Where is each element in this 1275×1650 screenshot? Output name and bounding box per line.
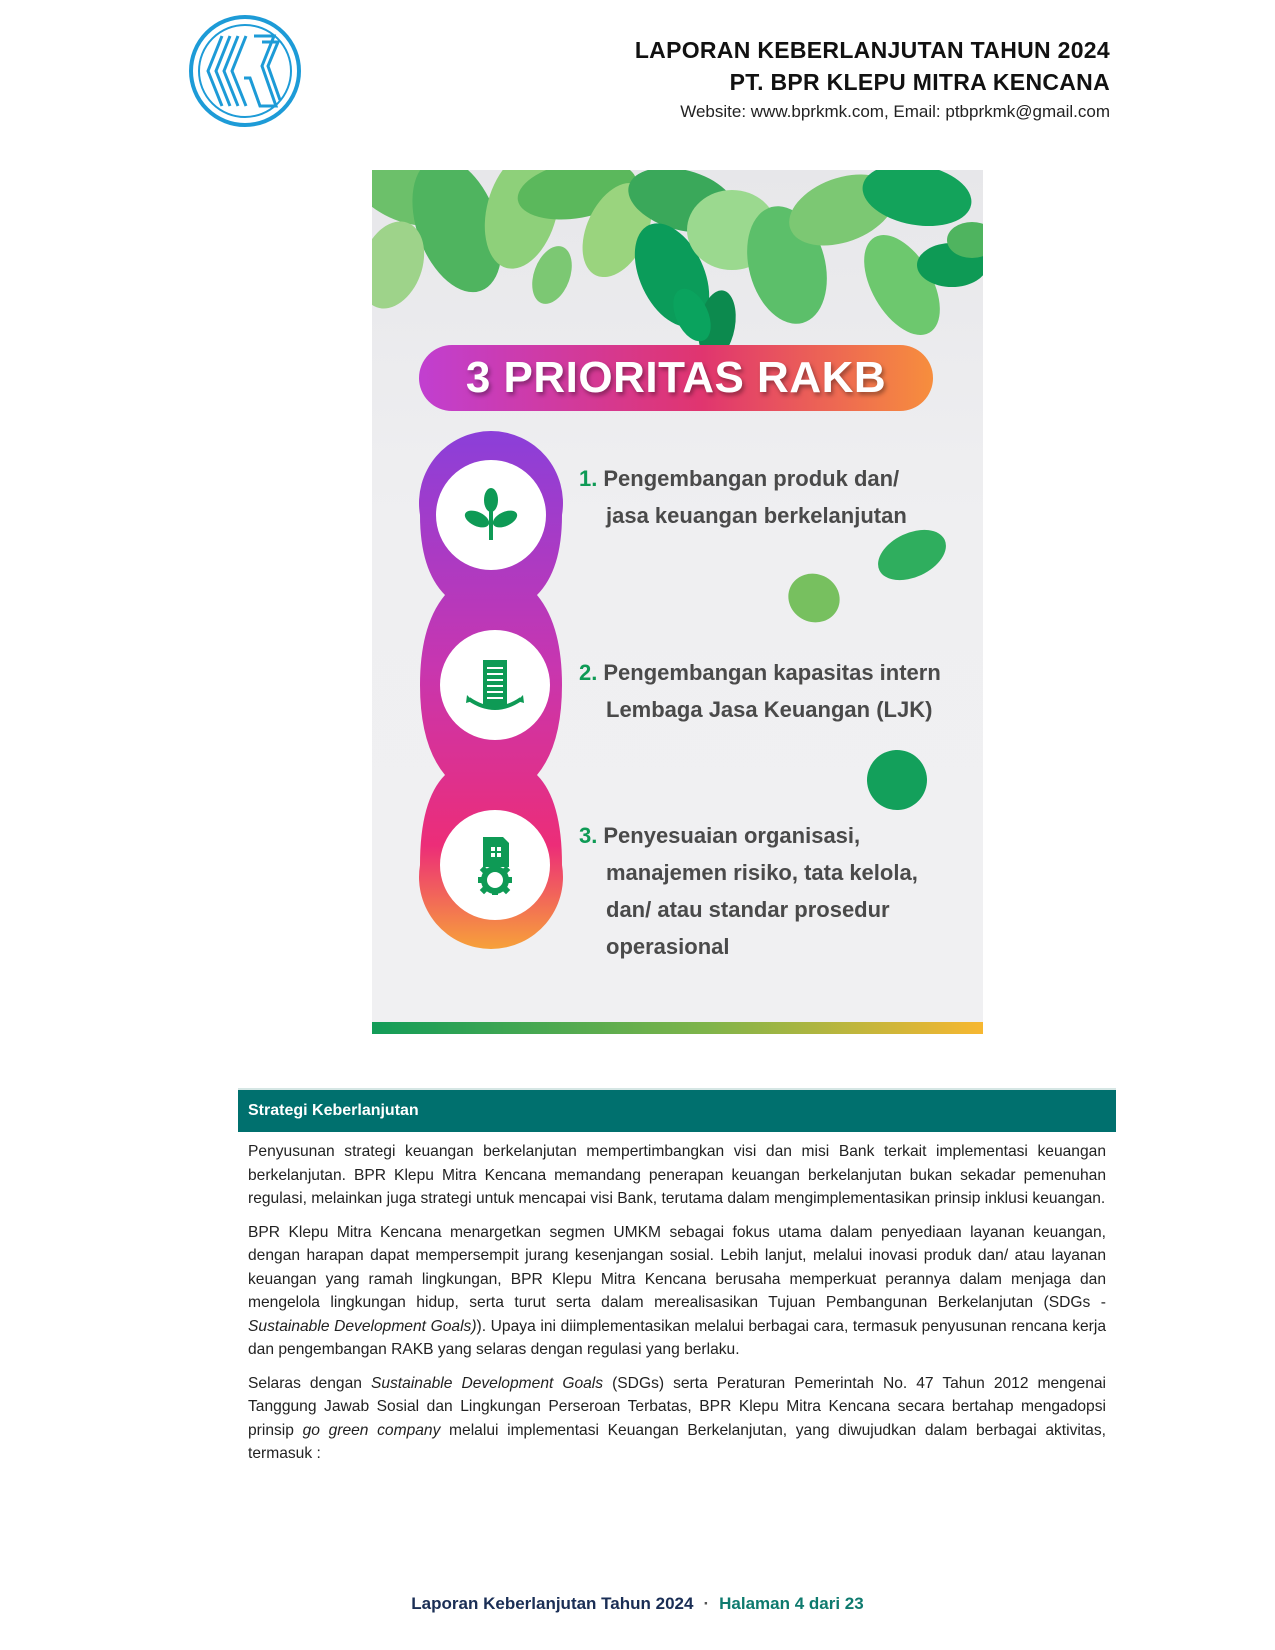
text-run: ). Upaya ini diimplementasikan melalui berbagai cara, termasuk penyusunan rencana kerja dan pengembangan RAKB yang selaras dengan regulasi yang berlaku. [248,1317,1106,1358]
priority-item-1 [579,460,907,534]
priority-text: Penyesuaian organisasi, [603,823,861,848]
priority-text: Lembaga Jasa Keuangan (LJK) [606,697,933,722]
company-logo [188,14,302,128]
priority-number: 2. [579,660,598,685]
priority-item-2 [579,654,941,728]
paragraph [248,1140,1106,1211]
document-gear-icon [465,835,525,895]
priority-text: Pengembangan kapasitas intern [603,660,941,685]
infographic-title-banner [419,345,933,411]
text-run: Selaras dengan [248,1374,371,1392]
rakb-infographic [372,170,983,1034]
priority-item-3 [579,817,918,965]
priority-text: dan/ atau standar prosedur [606,897,890,922]
paragraph [248,1221,1106,1362]
priority-text: manajemen risiko, tata kelola, [606,860,918,885]
plant-sprout-icon [461,485,521,545]
text-run: melalui implementasi Keuangan Berkelanjutan, yang diwujudkan dalam berbagai aktivitas, termasuk : [248,1421,1106,1462]
report-header [635,34,1110,122]
priority-text: Pengembangan produk dan/ [603,466,900,491]
infographic-bottom-bar [372,1022,983,1034]
text-run: Penyusunan strategi keuangan berkelanjutan mempertimbangkan visi dan misi Bank terkait implementasi keuangan berkelanjutan. BPR Klepu Mitra Kencana memandang penerapan keuangan berkelanjutan bukan sekadar pemenuhan regulasi, melainkan juga strategi untuk mencapai visi Bank, terutama dalam mengimplementasikan prinsip inklusi keuangan. [248,1143,1106,1207]
page-number: Halaman 4 dari 23 [719,1594,864,1613]
text-run-italic: Sustainable Development Goals) [248,1317,477,1335]
footer-report-title: Laporan Keberlanjutan Tahun 2024 [411,1594,694,1613]
section-header [238,1088,1116,1132]
building-icon [465,655,525,715]
text-run: BPR Klepu Mitra Kencana menargetkan segmen UMKM sebagai fokus utama dalam penyediaan layanan keuangan, dengan harapan dapat mempersempit jurang kesenjangan sosial. Lebih lanjut, melalui inovasi produk dan/ atau layanan keuangan yang ramah lingkungan, BPR Klepu Mitra Kencana berusaha memperkuat perannya dalam menjaga dan mengelola lingkungan hidup, serta turut serta dalam merealisasikan Tujuan Pembangunan Berkelanjutan (SDGs - [248,1223,1106,1311]
report-title: LAPORAN KEBERLANJUTAN TAHUN 2024 [634,37,1110,63]
section-title: Strategi Keberlanjutan [248,1102,419,1119]
priority-number: 1. [579,466,598,491]
text-run: (SDGs) serta Peraturan Pemerintah No. 47 Tahun 2012 mengenai Tanggung Jawab Sosial dan Lingkungan Perseroan Terbatas, BPR Klepu Mitra Kencana secara bertahap mengadopsi prinsip [248,1374,1107,1439]
page-footer [0,1594,1275,1614]
footer-separator: · [703,1594,710,1613]
priority-text: jasa keuangan berkelanjutan [606,503,907,528]
infographic-title: 3 PRIORITAS RAKB [465,353,887,402]
priority-text: operasional [606,934,730,959]
contact-info: Website: www.bprkmk.com, Email: ptbprkmk@gmail.com [680,102,1110,121]
text-run-italic: go green company [302,1421,441,1439]
company-name: PT. BPR KLEPU MITRA KENCANA [729,69,1110,95]
section-body [248,1140,1106,1476]
priority-number: 3. [579,823,598,848]
paragraph [248,1372,1106,1466]
text-run-italic: Sustainable Development Goals [370,1374,604,1392]
